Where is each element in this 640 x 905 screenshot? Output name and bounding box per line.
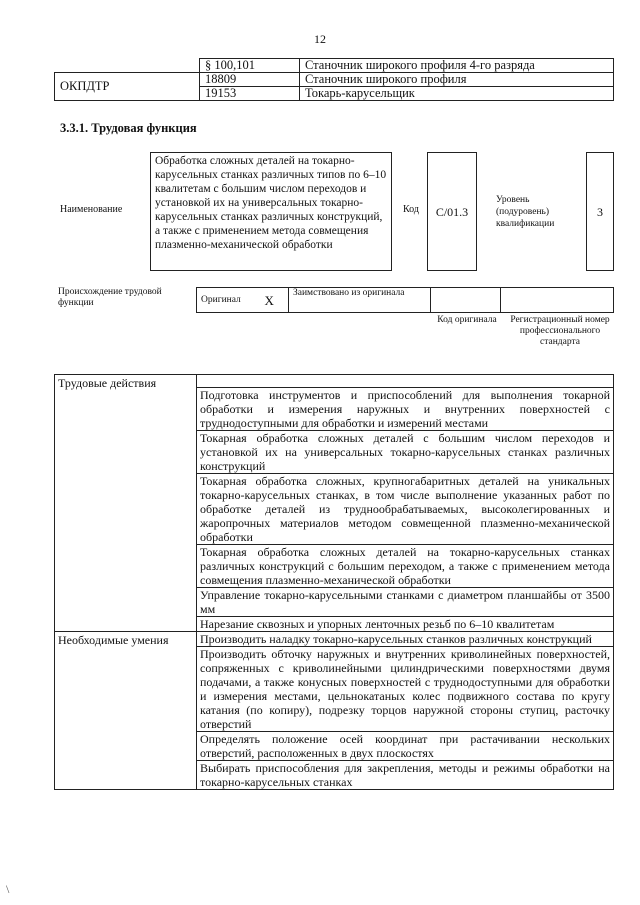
labor-action-item: Подготовка инструментов и приспособлений для выполнения токарной обработки и измерения наружных и внутренних поверхностей с труднодоступными для обработки и измерений местами: [197, 388, 614, 431]
function-details-table: [54, 374, 614, 790]
okpdtr-name: Токарь-карусельщик: [300, 87, 614, 101]
origin-label: Происхождение трудовой функции: [58, 287, 162, 308]
original-label: Оригинал: [197, 288, 255, 313]
skill-item: Определять положение осей координат при растачивании нескольких отверстий, расположенных в двух плоскостях: [197, 732, 614, 761]
okpdtr-label: ОКПДТР: [55, 73, 200, 101]
level-value: 3: [597, 205, 603, 219]
labor-action-item: [197, 375, 614, 388]
reg-number-cell: [501, 288, 614, 313]
table-row: [55, 632, 614, 647]
labor-action-item: Нарезание сквозных и упорных ленточных резьб по 6–10 квалитетам: [197, 617, 614, 632]
original-mark: X: [255, 288, 289, 313]
labor-actions-label: Трудовые действия: [55, 375, 197, 632]
scan-edge-mark: \: [6, 882, 10, 896]
page-number: 12: [314, 32, 326, 46]
reg-number-caption: Регистрационный номер профессионального стандарта: [510, 315, 610, 347]
okpdtr-row: [55, 59, 614, 73]
okpdtr-name: Станочник широкого профиля 4-го разряда: [300, 59, 614, 73]
required-skills-label: Необходимые умения: [55, 632, 197, 790]
labor-action-item: Токарная обработка сложных, крупногабаритных деталей на уникальных токарно-карусельных станках, в том числе выполнение указанных работ по обработке деталей из труднообрабатываемых, высоколегированных и жаропрочных материалов методом совмещенной плазменно-механической обработки: [197, 474, 614, 545]
name-label: Наименование: [60, 204, 123, 215]
origin-table: [196, 287, 614, 313]
original-code-cell: [431, 288, 501, 313]
borrowed-label: Заимствовано из оригинала: [289, 288, 431, 313]
labor-action-item: Управление токарно-карусельными станками с диаметром планшайбы от 3500 мм: [197, 588, 614, 617]
function-name-box: Обработка сложных деталей на токарно-карусельных станках различных типов по 6–10 квалитетам с большим числом переходов и установкой их на универсальных токарно-карусельных станках различных конструкций, а также с применением метода совмещения плазменно-механической обработки: [150, 152, 392, 271]
level-label: Уровень (подуровень) квалификации: [496, 195, 555, 229]
code-box: [427, 152, 477, 271]
code-value: C/01.3: [435, 205, 469, 219]
skill-item: Производить наладку токарно-карусельных станков различных конструкций: [197, 632, 614, 647]
labor-action-item: Токарная обработка сложных деталей с большим числом переходов и установкой их на универсальных токарно-карусельных станках различных конструкций: [197, 431, 614, 474]
okpdtr-name: Станочник широкого профиля: [300, 73, 614, 87]
code-label: Код: [403, 204, 419, 215]
skill-item: Выбирать приспособления для закрепления, методы и режимы обработки на токарно-карусельных станках: [197, 761, 614, 790]
labor-action-item: Токарная обработка сложных деталей на токарно-карусельных станках различных конструкций с большим переходом, а также с применением метода совмещения плазменно-механической обработки: [197, 545, 614, 588]
okpdtr-code: 18809: [200, 73, 300, 87]
okpdtr-code: § 100,101: [200, 59, 300, 73]
level-box: [586, 152, 614, 271]
okpdtr-code: 19153: [200, 87, 300, 101]
skill-item: Производить обточку наружных и внутренних криволинейных поверхностей, сопряженных с криволинейными цилиндрическими поверхностями двумя подачами, а также конусных поверхностей с труднодоступными для обработки и измерения местами, цельнокатаных колес подвижного состава по кругу катания (по копиру), подрезку торцов наружной стороны ступиц, расточку отверстий: [197, 647, 614, 732]
original-code-caption: Код оригинала: [437, 315, 497, 325]
okpdtr-table: [54, 58, 614, 101]
section-title: 3.3.1. Трудовая функция: [60, 121, 197, 135]
okpdtr-row: [55, 73, 614, 87]
table-row: [55, 375, 614, 388]
